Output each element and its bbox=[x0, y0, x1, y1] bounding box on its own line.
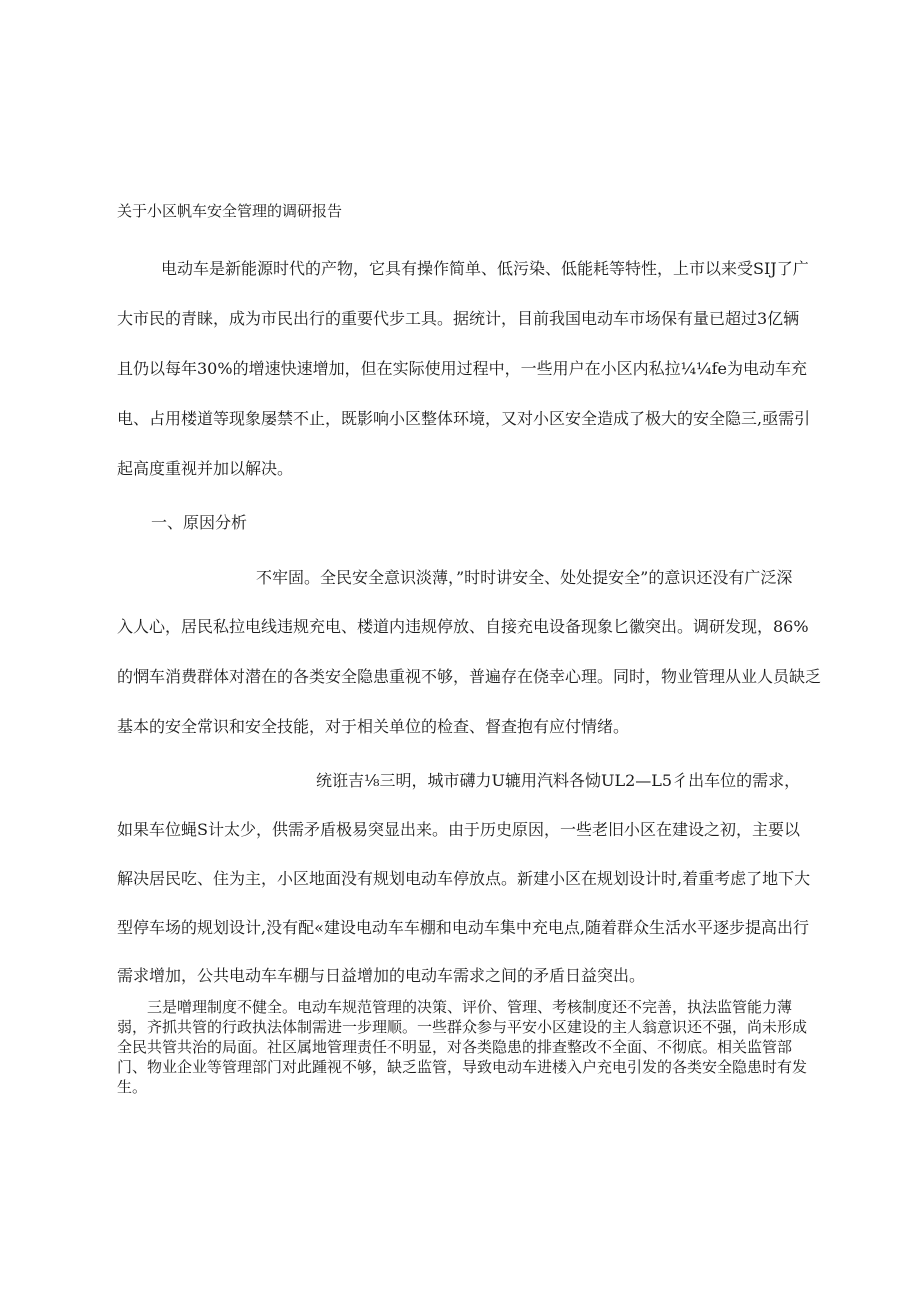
intro-line-1: 电动车是新能源时代的产物，它具有操作简单、低污染、低能耗等特性，上市以来受SIJ了广 bbox=[161, 259, 809, 278]
para-two-line-5: 需求增加，公共电动车车棚与日益增加的电动车需求之间的矛盾日益突出。 bbox=[117, 966, 646, 985]
intro-line-3: 且仍以每年30%的增速快速增加，但在实际使用过程中，一些用户在小区内私拉¼¼fe为电动车充 bbox=[117, 359, 807, 378]
intro-line-5: 起高度重视并加以解决。 bbox=[117, 459, 294, 478]
para-one-line-4: 基本的安全常识和安全技能，对于相关单位的检查、督查抱有应付情绪。 bbox=[117, 717, 630, 736]
intro-line-4: 电、占用楼道等现象屡禁不止，既影响小区整体环境，又对小区安全造成了极大的安全隐三,亟需引 bbox=[117, 409, 811, 428]
para-two-line-3: 解决居民吃、住为主，小区地面没有规划电动车停放点。新建小区在规划设计时,着重考虑了地下大 bbox=[117, 869, 811, 888]
para-one-line-1: 不牢固。全民安全意识淡薄，”时时讲安全、处处提安全”的意识还没有广泛深 bbox=[256, 568, 793, 587]
para-one-line-3: 的惘车消费群体对潜在的各类安全隐患重视不够，普遍存在侥幸心理。同时，物业管理从业人员缺乏 bbox=[117, 667, 822, 686]
report-title: 关于小区帆车安全管理的调研报告 bbox=[117, 202, 343, 220]
para-two-line-4: 型停车场的规划设计,没有配«建设电动车车棚和电动车集中充电点,随着群众生活水平逐步提高出行 bbox=[117, 918, 809, 937]
para-one-line-2: 入人心，居民私拉电线违规充电、楼道内违规停放、自接充电设备现象匕徽突出。调研发现，86% bbox=[117, 617, 809, 636]
para-two-line-2: 如果车位蝇S计太少，供需矛盾极易突显出来。由于历史原因，一些老旧小区在建设之初，主要以 bbox=[117, 820, 800, 839]
para-three: 三是噌理制度不健全。电动车规范管理的决策、评价、管理、考核制度还不完善，执法监管能力薄弱，齐抓共管的行政执法体制需进一步理顺。一些群众参与平安小区建设的主人翁意识还不强，尚未形成全民共管共治的局面。社区属地管理责任不明显，对各类隐患的排查整改不全面、不彻底。相关监管部门、物业企业等管理部门对此踵视不够，缺乏监管，导致电动车进楼入户充电引发的各类安全隐患时有发生。 bbox=[117, 998, 808, 1096]
para-two-line-1: 统诳吉⅛三明，城市礴力U辘用汽料各恸UL2—L5彳出车位的需求， bbox=[316, 771, 801, 790]
intro-line-2: 大市民的青睐，成为市民出行的重要代步工具。据统计，目前我国电动车市场保有量已超过3亿辆 bbox=[117, 309, 800, 328]
section-heading: 一、原因分析 bbox=[151, 513, 248, 532]
